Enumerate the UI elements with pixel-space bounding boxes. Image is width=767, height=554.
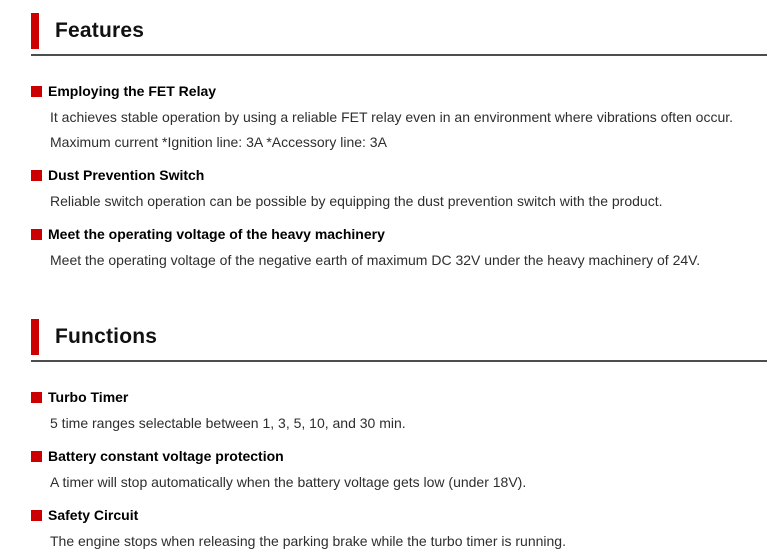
function-description-line: The engine stops when releasing the parking brake while the turbo timer is running. <box>50 533 566 549</box>
functions-section-header <box>31 319 767 362</box>
red-square-bullet-icon <box>31 392 42 403</box>
red-square-bullet-icon <box>31 170 42 181</box>
feature-heading: Dust Prevention Switch <box>48 167 205 183</box>
functions-item-list <box>31 389 767 554</box>
feature-item-fet-relay <box>31 83 767 155</box>
feature-description-line: Meet the operating voltage of the negative earth of maximum DC 32V under the heavy machinery of 24V. <box>50 252 701 268</box>
functions-section-title: Functions <box>55 325 158 348</box>
feature-description-line: Maximum current *Ignition line: 3A *Accessory line: 3A <box>50 134 387 150</box>
item-heading-row <box>31 226 767 242</box>
section-functions <box>31 319 767 554</box>
red-accent-bar-icon <box>31 319 39 355</box>
section-features <box>31 13 767 273</box>
red-square-bullet-icon <box>31 229 42 240</box>
function-heading: Battery constant voltage protection <box>48 448 284 464</box>
feature-description-line: It achieves stable operation by using a reliable FET relay even in an environment where vibrations often occur. <box>50 109 734 125</box>
red-accent-bar-icon <box>31 13 39 49</box>
function-item-safety-circuit <box>31 507 767 554</box>
function-description-line: 5 time ranges selectable between 1, 3, 5, 10, and 30 min. <box>50 415 406 431</box>
function-item-battery-protection <box>31 448 767 495</box>
feature-heading: Employing the FET Relay <box>48 83 217 99</box>
feature-description-line: Reliable switch operation can be possible by equipping the dust prevention switch with the product. <box>50 193 663 209</box>
features-item-list <box>31 83 767 273</box>
red-square-bullet-icon <box>31 451 42 462</box>
item-heading-row <box>31 167 767 183</box>
function-heading: Turbo Timer <box>48 389 129 405</box>
function-heading: Safety Circuit <box>48 507 139 523</box>
red-square-bullet-icon <box>31 86 42 97</box>
item-heading-row <box>31 448 767 464</box>
feature-item-operating-voltage <box>31 226 767 273</box>
red-square-bullet-icon <box>31 510 42 521</box>
item-heading-row <box>31 507 767 523</box>
function-item-turbo-timer <box>31 389 767 436</box>
function-description-line: A timer will stop automatically when the battery voltage gets low (under 18V). <box>50 474 527 490</box>
feature-heading: Meet the operating voltage of the heavy machinery <box>48 226 385 242</box>
features-section-header <box>31 13 767 56</box>
features-section-title: Features <box>55 19 145 42</box>
feature-item-dust-prevention <box>31 167 767 214</box>
item-heading-row <box>31 83 767 99</box>
item-heading-row <box>31 389 767 405</box>
